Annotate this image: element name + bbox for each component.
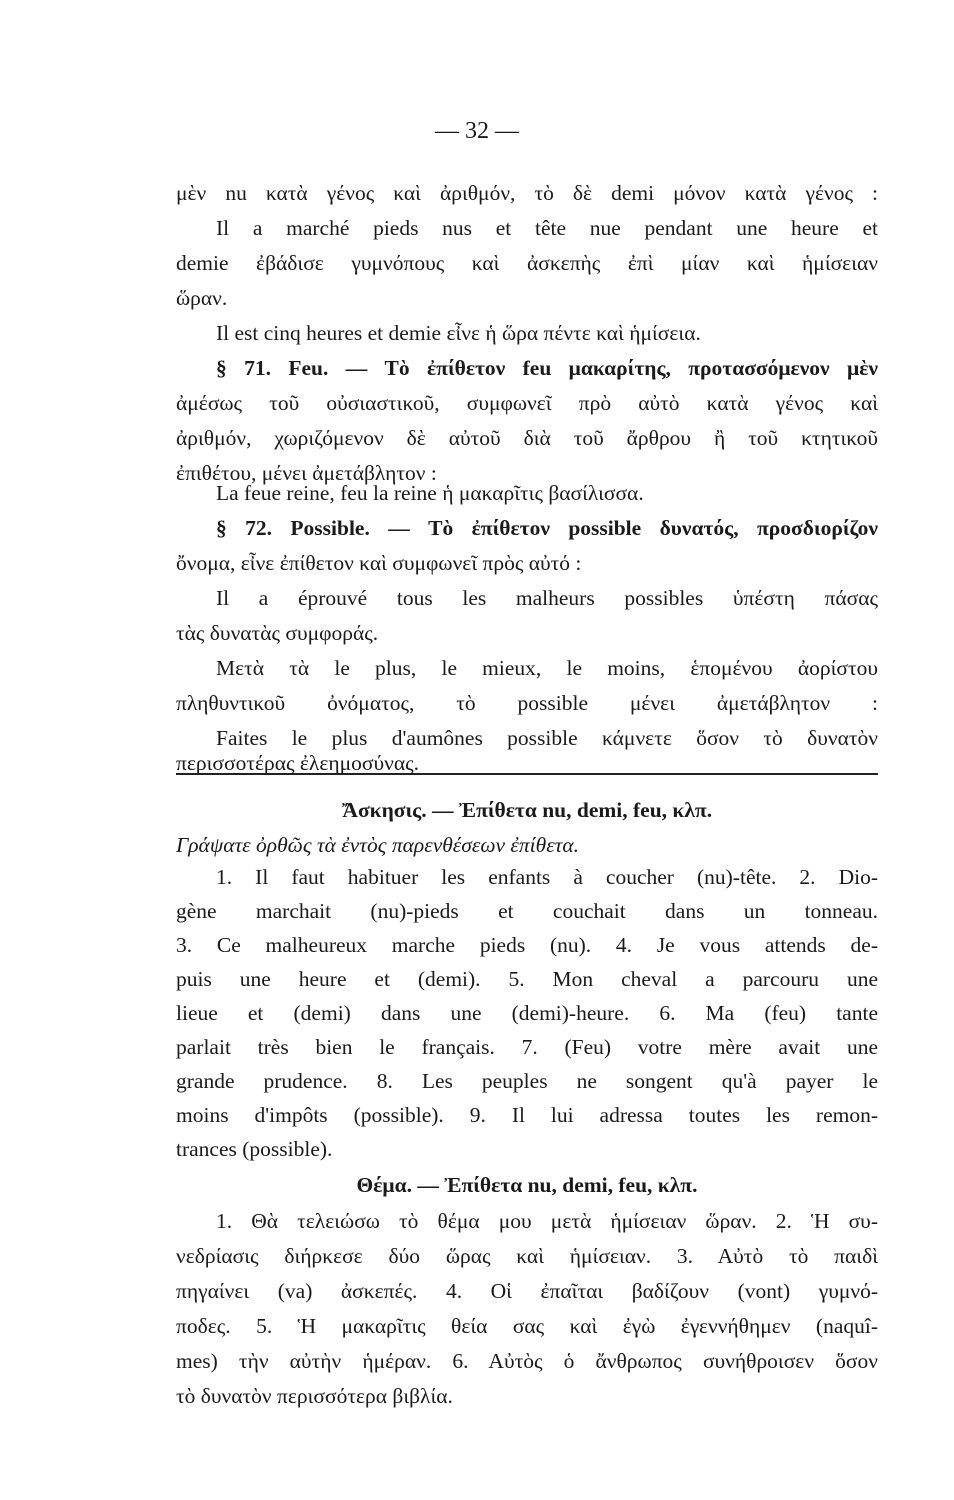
- section-72-heading: § 72. Possible. — Τὸ ἐπίθετον possible δυνατός, προσδιορίζον: [216, 516, 878, 540]
- text-line: ἐπιθέτου, μένει ἀμετάβλητον :: [176, 461, 437, 485]
- text-line: Faites le plus d'aumônes possible κάμνετε ὅσον τὸ δυνατὸν: [216, 726, 878, 750]
- theme-line: πηγαίνει (va) ἀσκεπές. 4. Οἱ ἐπαῖται βαδίζουν (vont) γυμνό-: [176, 1279, 878, 1303]
- text-line: Il a éprouvé tous les malheurs possibles ὑπέστη πάσας: [216, 586, 878, 610]
- text-line: demie ἐβάδισε γυμνόπους καὶ ἀσκεπὴς ἐπὶ μίαν καὶ ἡμίσειαν: [176, 251, 878, 275]
- exercise-instruction: Γράψατε ὀρθῶς τὰ ἐντὸς παρενθέσεων ἐπίθετα.: [176, 833, 580, 857]
- text-line: περισσοτέρας ἐλεημοσύνας.: [176, 751, 419, 775]
- text-line: ἀριθμόν, χωριζόμενον δὲ αὐτοῦ διὰ τοῦ ἄρθρου ἢ τοῦ κτητικοῦ: [176, 426, 878, 450]
- text-line: μὲν nu κατὰ γένος καὶ ἀριθμόν, τὸ δὲ demi μόνον κατὰ γένος :: [176, 181, 878, 205]
- exercise-line: gène marchait (nu)-pieds et couchait dans un tonneau.: [176, 899, 878, 923]
- text-line: La feue reine, feu la reine ἡ μακαρῖτις βασίλισσα.: [216, 481, 644, 505]
- exercise-line: parlait très bien le français. 7. (Feu) votre mère avait une: [176, 1035, 878, 1059]
- section-divider: [176, 773, 878, 775]
- text-line: ὥραν.: [176, 286, 228, 310]
- exercise-line: trances (possible).: [176, 1137, 333, 1161]
- exercise-line: lieue et (demi) dans une (demi)-heure. 6. Ma (feu) tante: [176, 1001, 878, 1025]
- text-line: ὄνομα, εἶνε ἐπίθετον καὶ συμφωνεῖ πρὸς αὐτό :: [176, 551, 582, 575]
- exercise-line: puis une heure et (demi). 5. Mon cheval a parcouru une: [176, 967, 878, 991]
- theme-line: 1. Θὰ τελειώσω τὸ θέμα μου μετὰ ἡμίσειαν ὥραν. 2. Ἡ συ-: [216, 1209, 878, 1233]
- theme-line: νεδρίασις διήρκεσε δύο ὥρας καὶ ἡμίσειαν. 3. Αὐτὸ τὸ παιδὶ: [176, 1244, 878, 1268]
- exercise-line: 1. Il faut habituer les enfants à coucher (nu)-tête. 2. Dio-: [216, 865, 878, 889]
- exercise-line: moins d'impôts (possible). 9. Il lui adressa toutes les remon-: [176, 1103, 878, 1127]
- text-line: Il a marché pieds nus et tête nue pendant une heure et: [216, 216, 878, 240]
- theme-line: τὸ δυνατὸν περισσότερα βιβλία.: [176, 1384, 453, 1408]
- theme-line: ποδες. 5. Ἡ μακαρῖτις θεία σας καὶ ἐγὼ ἐγεννήθημεν (naquî-: [176, 1314, 878, 1338]
- page-number: — 32 —: [435, 118, 519, 144]
- exercise-line: grande prudence. 8. Les peuples ne songent qu'à payer le: [176, 1069, 878, 1093]
- exercise-line: 3. Ce malheureux marche pieds (nu). 4. Je vous attends de-: [176, 933, 878, 957]
- text-line: Μετὰ τὰ le plus, le mieux, le moins, ἑπομένου ἀορίστου: [216, 656, 878, 680]
- section-71-heading: § 71. Feu. — Τὸ ἐπίθετον feu μακαρίτης, προτασσόμενον μὲν: [216, 356, 878, 380]
- theme-line: mes) τὴν αὐτὴν ἡμέραν. 6. Αὐτὸς ὁ ἄνθρωπος συνήθροισεν ὅσον: [176, 1349, 878, 1373]
- theme-heading: Θέμα. — Ἐπίθετα nu, demi, feu, κλπ.: [356, 1173, 698, 1197]
- text-line: τὰς δυνατὰς συμφοράς.: [176, 621, 379, 645]
- exercise-heading: Ἄσκησις. — Ἐπίθετα nu, demi, feu, κλπ.: [341, 798, 713, 822]
- text-line: Il est cinq heures et demie εἶνε ἡ ὥρα πέντε καὶ ἡμίσεια.: [216, 321, 701, 345]
- text-line: ἀμέσως τοῦ οὐσιαστικοῦ, συμφωνεῖ πρὸ αὐτὸ κατὰ γένος καὶ: [176, 391, 878, 415]
- text-line: πληθυντικοῦ ὀνόματος, τὸ possible μένει ἀμετάβλητον :: [176, 691, 878, 715]
